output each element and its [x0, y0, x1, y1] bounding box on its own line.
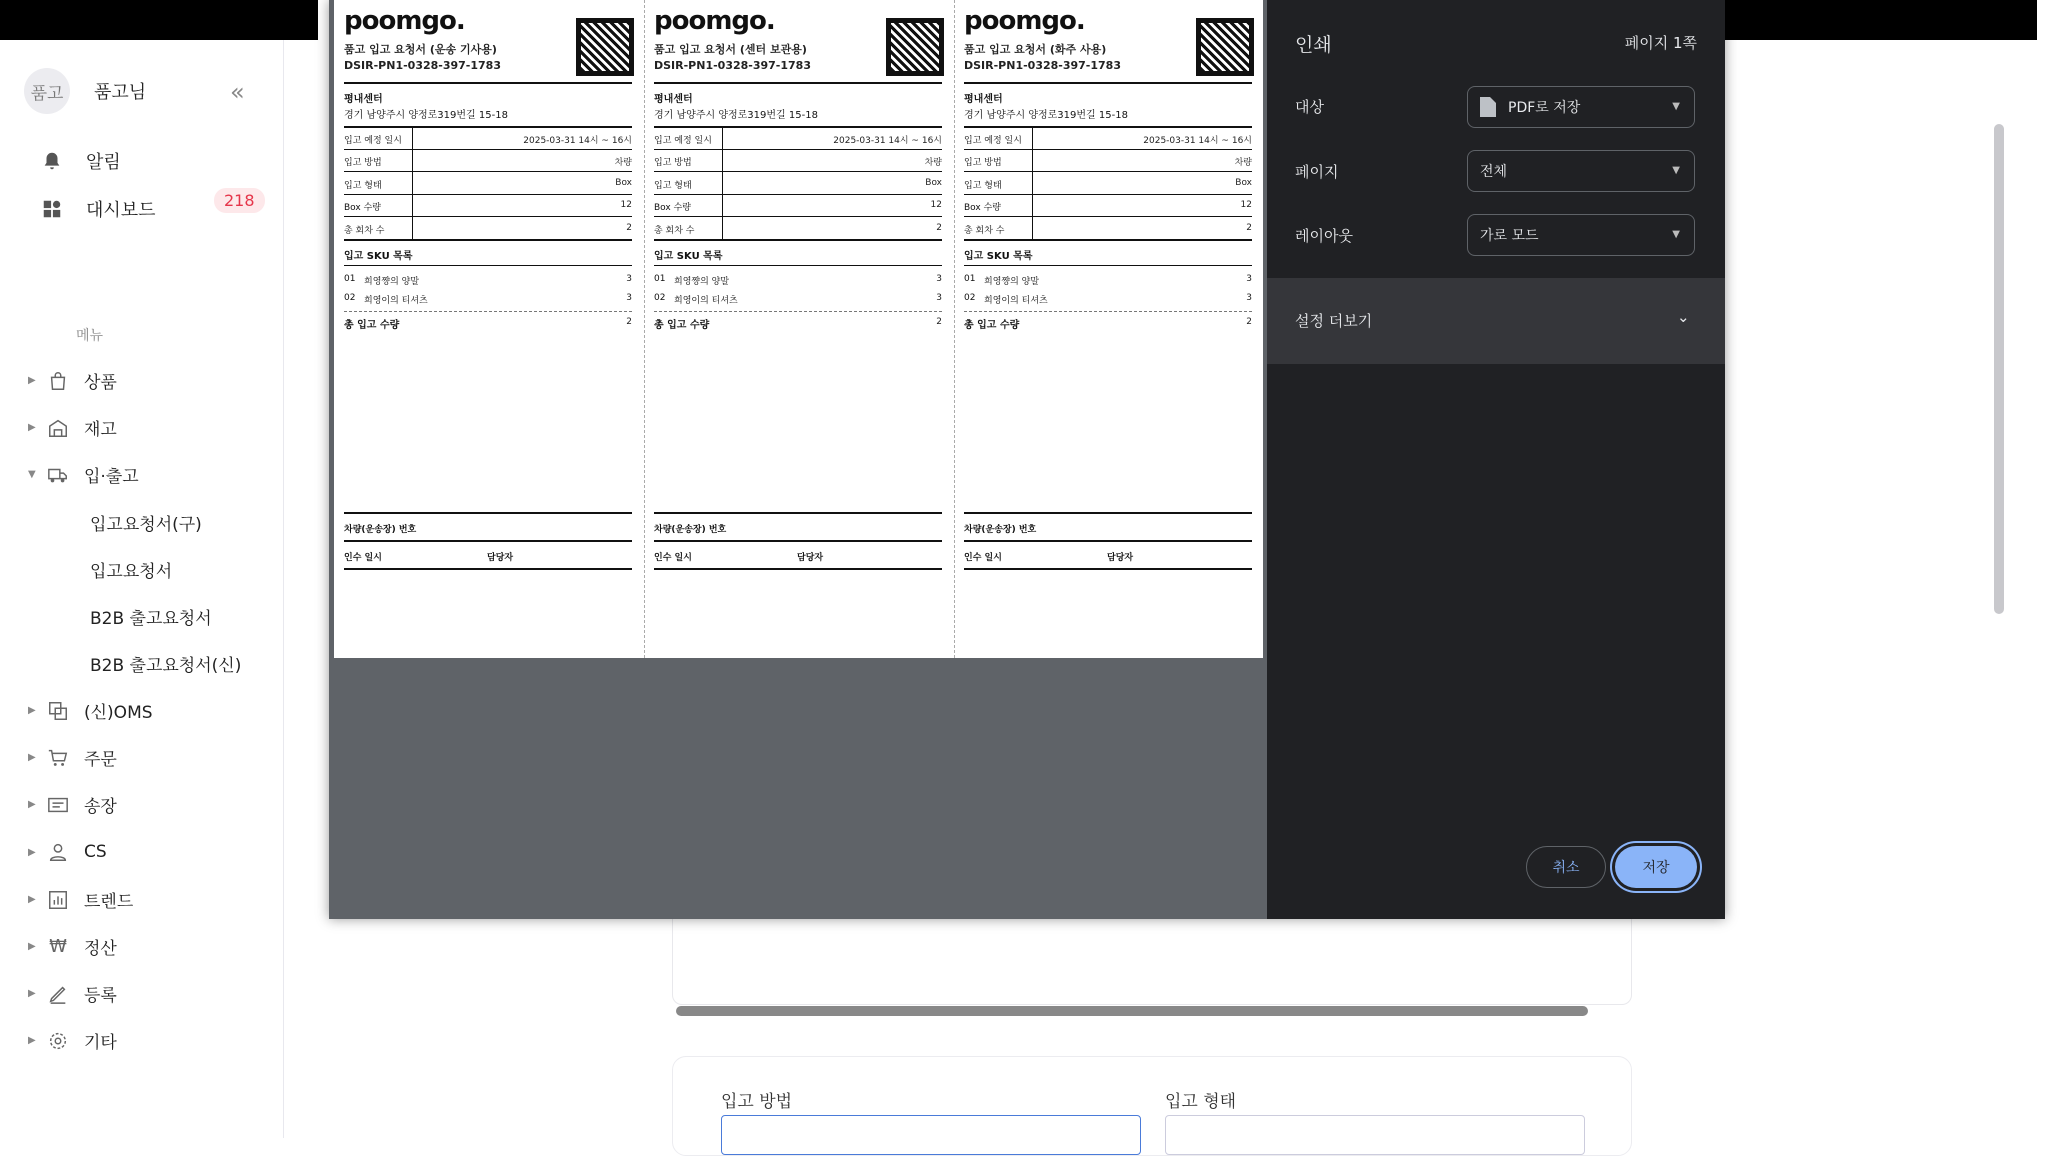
- sidebar-item-label: 기타: [84, 1028, 117, 1053]
- center-address: 경기 남양주시 양정로319번길 15-18: [654, 106, 818, 121]
- sku-qty: 3: [1246, 293, 1252, 303]
- layout-select[interactable]: [1467, 214, 1695, 256]
- caret-right-icon: ▶: [28, 422, 38, 433]
- notifications-badge: 218: [214, 188, 265, 213]
- receipt-label: 인수 일시: [654, 550, 692, 563]
- center-address: 경기 남양주시 양정로319번길 15-18: [964, 106, 1128, 121]
- manager-label: 담당자: [487, 550, 513, 563]
- total-value: 2: [936, 317, 942, 327]
- sku-name: 희영이의 티셔츠: [674, 293, 738, 306]
- sidebar-item-products[interactable]: [28, 368, 117, 393]
- cart-icon: [46, 746, 70, 770]
- vehicle-label: 차량(운송장) 번호: [964, 522, 1036, 535]
- total-label: 총 입고 수량: [964, 316, 1019, 331]
- dropdown-arrow-icon: ▼: [1672, 101, 1680, 112]
- pen-icon: [46, 982, 70, 1006]
- layout-value: 가로 모드: [1480, 225, 1539, 245]
- sku-name: 희영이의 티셔츠: [364, 293, 428, 306]
- menu-section-label: 메뉴: [76, 325, 103, 345]
- row-key: 입고 방법: [964, 155, 1002, 168]
- sidebar-subitem-b2b-outbound-new[interactable]: B2B 출고요청서(신): [90, 651, 241, 676]
- poomgo-logo: poomgo.: [654, 6, 775, 36]
- row-value: 2025-03-31 14시 ~ 16시: [833, 133, 942, 146]
- row-value: 12: [1241, 200, 1252, 210]
- horizontal-scrollbar[interactable]: [676, 1006, 1588, 1016]
- sku-no: 02: [344, 293, 355, 303]
- destination-select[interactable]: [1467, 86, 1695, 128]
- print-settings-panel: [1267, 0, 1725, 919]
- profile[interactable]: [24, 68, 146, 114]
- inbound-form-card: [672, 1056, 1632, 1156]
- receipt-label: 인수 일시: [344, 550, 382, 563]
- sidebar-item-label: 재고: [84, 415, 117, 440]
- caret-right-icon: ▶: [28, 894, 38, 905]
- sidebar-subitem-inbound[interactable]: 입고요청서: [90, 557, 172, 582]
- row-value: 2: [1246, 223, 1252, 233]
- receipt-label: 인수 일시: [964, 550, 1002, 563]
- bell-icon: [40, 149, 64, 173]
- sidebar-item-label: 상품: [84, 368, 117, 393]
- notifications-label: 알림: [86, 148, 121, 174]
- sku-title: 입고 SKU 목록: [964, 247, 1033, 262]
- row-key: 입고 형태: [654, 178, 692, 191]
- person-icon: [46, 840, 70, 864]
- sku-title: 입고 SKU 목록: [344, 247, 413, 262]
- sku-no: 01: [964, 274, 975, 284]
- user-name: 품고님: [94, 78, 146, 104]
- center-name: 평내센터: [344, 90, 383, 105]
- row-value: Box: [1235, 178, 1252, 188]
- row-value: 2025-03-31 14시 ~ 16시: [1143, 133, 1252, 146]
- chevron-down-icon: ⌄: [1677, 308, 1690, 326]
- sidebar-item-label: 송장: [84, 792, 117, 817]
- sku-qty: 3: [936, 293, 942, 303]
- center-address: 경기 남양주시 양정로319번길 15-18: [344, 106, 508, 121]
- row-key: 입고 예정 일시: [964, 133, 1022, 146]
- avatar: 품고: [24, 68, 70, 114]
- center-name: 평내센터: [654, 90, 693, 105]
- destination-value: PDF로 저장: [1508, 97, 1580, 117]
- sidebar-item-settlement[interactable]: [28, 934, 117, 959]
- sku-name: 희영쨩의 양말: [984, 274, 1039, 287]
- row-value: 2025-03-31 14시 ~ 16시: [523, 133, 632, 146]
- manager-label: 담당자: [1107, 550, 1133, 563]
- caret-right-icon: ▶: [28, 705, 38, 716]
- top-black-bar-right: [1720, 0, 2037, 40]
- sidebar-item-etc[interactable]: [28, 1028, 117, 1053]
- won-icon: ₩: [46, 935, 70, 959]
- sidebar-item-invoice[interactable]: [28, 792, 117, 817]
- row-value: Box: [925, 178, 942, 188]
- sku-qty: 3: [936, 274, 942, 284]
- print-title: 인쇄: [1295, 30, 1332, 57]
- destination-label: 대상: [1295, 96, 1324, 117]
- copy-center: [644, 0, 954, 658]
- total-label: 총 입고 수량: [654, 316, 709, 331]
- caret-down-icon: ▼: [28, 469, 38, 480]
- sku-qty: 3: [626, 274, 632, 284]
- warehouse-icon: [46, 416, 70, 440]
- inbound-type-input[interactable]: [1165, 1115, 1585, 1155]
- poomgo-logo: poomgo.: [344, 6, 465, 36]
- vehicle-label: 차량(운송장) 번호: [654, 522, 726, 535]
- dashboard-label: 대시보드: [86, 196, 156, 222]
- row-value: 차량: [1235, 155, 1252, 168]
- inbound-method-input[interactable]: [721, 1115, 1141, 1155]
- sidebar-item-register[interactable]: [28, 981, 117, 1006]
- qr-code-icon: [576, 18, 634, 76]
- caret-right-icon: ▶: [28, 988, 38, 999]
- row-value: 차량: [615, 155, 632, 168]
- oms-icon: [46, 699, 70, 723]
- sku-qty: 3: [626, 293, 632, 303]
- total-label: 총 입고 수량: [344, 316, 399, 331]
- sku-no: 01: [654, 274, 665, 284]
- row-key: Box 수량: [654, 200, 691, 213]
- total-value: 2: [1246, 317, 1252, 327]
- row-value: 2: [936, 223, 942, 233]
- sku-name: 희영쨩의 양말: [674, 274, 729, 287]
- row-key: Box 수량: [964, 200, 1001, 213]
- row-value: 2: [626, 223, 632, 233]
- inbound-method-label: 입고 방법: [721, 1087, 792, 1112]
- sidebar-item-notifications[interactable]: [40, 148, 121, 174]
- copy-driver: [334, 0, 644, 658]
- invoice-icon: [46, 793, 70, 817]
- dropdown-arrow-icon: ▼: [1672, 229, 1680, 240]
- save-button[interactable]: 저장: [1615, 846, 1697, 888]
- dropdown-arrow-icon: ▼: [1672, 165, 1680, 176]
- row-value: 12: [621, 200, 632, 210]
- sku-name: 희영이의 티셔츠: [984, 293, 1048, 306]
- caret-right-icon: ▶: [28, 752, 38, 763]
- total-value: 2: [626, 317, 632, 327]
- vehicle-label: 차량(운송장) 번호: [344, 522, 416, 535]
- sidebar-item-label: CS: [84, 842, 107, 862]
- doc-id: DSIR-PN1-0328-397-1783: [654, 59, 811, 72]
- sku-title: 입고 SKU 목록: [654, 247, 723, 262]
- copy-title: 품고 입고 요청서 (화주 사용): [964, 41, 1106, 57]
- row-key: 입고 형태: [964, 178, 1002, 191]
- doc-id: DSIR-PN1-0328-397-1783: [964, 59, 1121, 72]
- sidebar-item-cs[interactable]: [28, 840, 107, 864]
- row-key: 입고 방법: [344, 155, 382, 168]
- row-key: 총 회차 수: [654, 223, 695, 236]
- sku-no: 02: [964, 293, 975, 303]
- truck-icon: [46, 463, 70, 487]
- sidebar-item-inout[interactable]: [28, 462, 139, 487]
- caret-right-icon: ▶: [28, 1035, 38, 1046]
- sidebar-item-dashboard[interactable]: [40, 196, 156, 222]
- sidebar-item-label: 입·출고: [84, 462, 139, 487]
- copy-title: 품고 입고 요청서 (운송 기사용): [344, 41, 497, 57]
- row-value: Box: [615, 178, 632, 188]
- center-name: 평내센터: [964, 90, 1003, 105]
- row-key: 입고 예정 일시: [344, 133, 402, 146]
- pages-value: 전체: [1480, 161, 1507, 181]
- print-preview: [334, 0, 1263, 658]
- more-settings-toggle[interactable]: [1267, 278, 1725, 364]
- sidebar-subitem-inbound-old[interactable]: 입고요청서(구): [90, 510, 202, 535]
- caret-right-icon: ▶: [28, 847, 38, 858]
- more-settings-label: 설정 더보기: [1295, 310, 1372, 331]
- sidebar-item-label: 정산: [84, 934, 117, 959]
- caret-right-icon: ▶: [28, 799, 38, 810]
- sidebar-item-label: 트렌드: [84, 887, 133, 912]
- sidebar-subitem-b2b-outbound[interactable]: B2B 출고요청서: [90, 604, 212, 629]
- sidebar-item-trend[interactable]: [28, 887, 133, 912]
- page-count: 페이지 1쪽: [1625, 32, 1697, 53]
- chart-icon: [46, 888, 70, 912]
- cancel-button[interactable]: 취소: [1526, 846, 1606, 888]
- sidebar-item-label: (신)OMS: [84, 698, 153, 723]
- sku-qty: 3: [1246, 274, 1252, 284]
- sidebar-item-orders[interactable]: [28, 745, 117, 770]
- bag-icon: [46, 369, 70, 393]
- row-key: 입고 형태: [344, 178, 382, 191]
- sidebar-item-label: 등록: [84, 981, 117, 1006]
- pages-label: 페이지: [1295, 161, 1338, 182]
- pages-select[interactable]: [1467, 150, 1695, 192]
- sku-no: 02: [654, 293, 665, 303]
- gear-icon: [46, 1029, 70, 1053]
- dashboard-icon: [40, 197, 64, 221]
- copy-title: 품고 입고 요청서 (센터 보관용): [654, 41, 807, 57]
- inbound-type-label: 입고 형태: [1165, 1087, 1236, 1112]
- row-value: 차량: [925, 155, 942, 168]
- row-key: Box 수량: [344, 200, 381, 213]
- vertical-scrollbar[interactable]: [1994, 124, 2004, 614]
- file-icon: [1480, 97, 1496, 121]
- sidebar-item-label: 주문: [84, 745, 117, 770]
- manager-label: 담당자: [797, 550, 823, 563]
- poomgo-logo: poomgo.: [964, 6, 1085, 36]
- copy-shipper: [954, 0, 1264, 658]
- top-black-bar-left: [0, 0, 318, 40]
- caret-right-icon: ▶: [28, 375, 38, 386]
- sidebar-item-inventory[interactable]: [28, 415, 117, 440]
- sidebar-item-oms[interactable]: [28, 698, 153, 723]
- qr-code-icon: [1196, 18, 1254, 76]
- sku-no: 01: [344, 274, 355, 284]
- print-dialog: [329, 0, 1725, 919]
- row-key: 입고 방법: [654, 155, 692, 168]
- row-value: 12: [931, 200, 942, 210]
- row-key: 총 회차 수: [344, 223, 385, 236]
- sku-name: 희영쨩의 양말: [364, 274, 419, 287]
- doc-id: DSIR-PN1-0328-397-1783: [344, 59, 501, 72]
- qr-code-icon: [886, 18, 944, 76]
- sidebar: [0, 40, 284, 1138]
- double-chevron-left-icon[interactable]: «: [230, 80, 245, 104]
- row-key: 입고 예정 일시: [654, 133, 712, 146]
- row-key: 총 회차 수: [964, 223, 1005, 236]
- layout-label: 레이아웃: [1295, 225, 1353, 246]
- caret-right-icon: ▶: [28, 941, 38, 952]
